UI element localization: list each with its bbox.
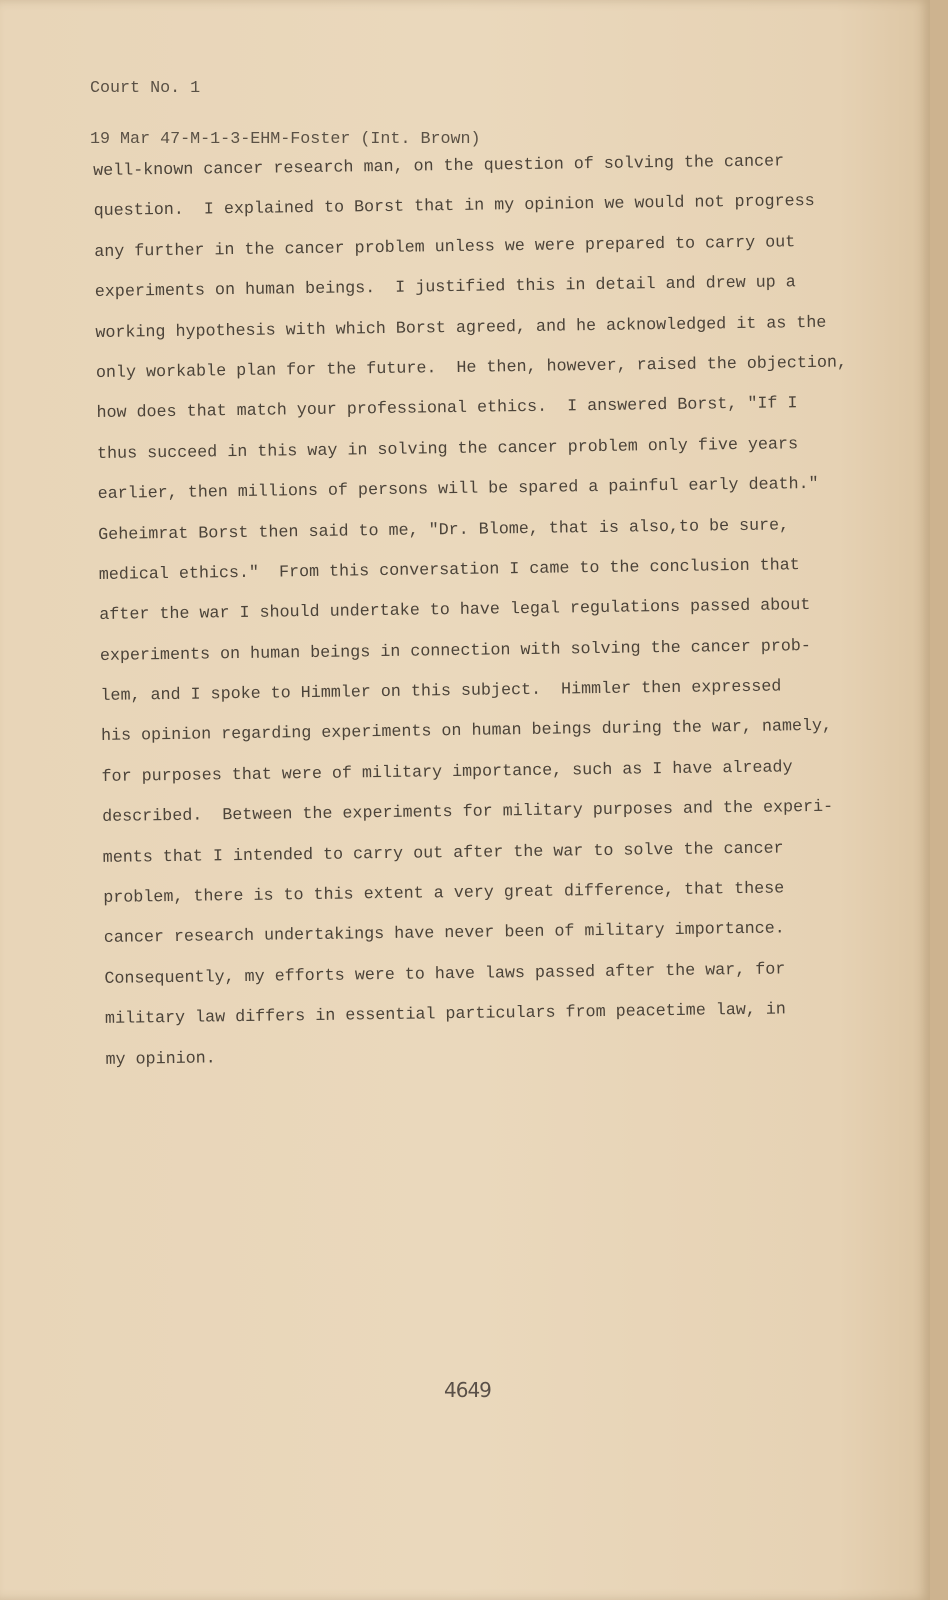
text-line: how does that match your professional ethics. I answered Borst, "If I	[96, 394, 798, 424]
text-line: ments that I intended to carry out after the war to solve the cancer	[102, 839, 784, 868]
transcript-body	[93, 150, 857, 1089]
text-line: thus succeed in this way in solving the cancer problem only five years	[96, 434, 799, 464]
text-line: only workable plan for the future. He then, however, raised the objection,	[95, 353, 848, 383]
text-line: described. Between the experiments for military purposes and the experi-	[102, 797, 834, 828]
text-line: medical ethics." From this conversation I came to the conclusion that	[98, 556, 800, 585]
text-line: earlier, then millions of persons will be spared a painful early death."	[97, 475, 819, 505]
text-line: for purposes that were of military importance, such as I have already	[101, 758, 793, 787]
page-number: 4649	[444, 1378, 491, 1402]
text-line: any further in the cancer problem unless we were prepared to carry out	[94, 232, 796, 262]
text-line: my opinion.	[105, 1048, 216, 1070]
page-edge	[930, 0, 948, 1600]
text-line: Consequently, my efforts were to have laws passed after the war, for	[104, 960, 786, 989]
text-line: question. I explained to Borst that in my opinion we would not progress	[93, 192, 815, 222]
text-line: experiments on human beings in connection with solving the cancer prob-	[99, 636, 812, 666]
text-line: military law differs in essential particulars from peacetime law, in	[104, 1000, 787, 1030]
text-line: cancer research undertakings have never been of military importance.	[103, 919, 785, 949]
court-number: Court No. 1	[90, 79, 201, 98]
text-line: well-known cancer research man, on the question of solving the cancer	[93, 152, 785, 181]
text-line: working hypothesis with which Borst agreed, and he acknowledged it as the	[95, 313, 827, 343]
text-line: experiments on human beings. I justified this in detail and drew up a	[94, 273, 796, 303]
text-line: after the war I should undertake to have legal regulations passed about	[99, 596, 811, 626]
transcript-reference: 19 Mar 47-M-1-3-EHM-Foster (Int. Brown)	[90, 130, 481, 149]
text-line: problem, there is to this extent a very great difference, that these	[103, 879, 785, 908]
text-line: Geheimrat Borst then said to me, "Dr. Blome, that is also,to be sure,	[98, 515, 790, 545]
text-line: lem, and I spoke to Himmler on this subject. Himmler then expressed	[100, 677, 782, 707]
text-line: his opinion regarding experiments on human beings during the war, namely,	[100, 717, 833, 747]
